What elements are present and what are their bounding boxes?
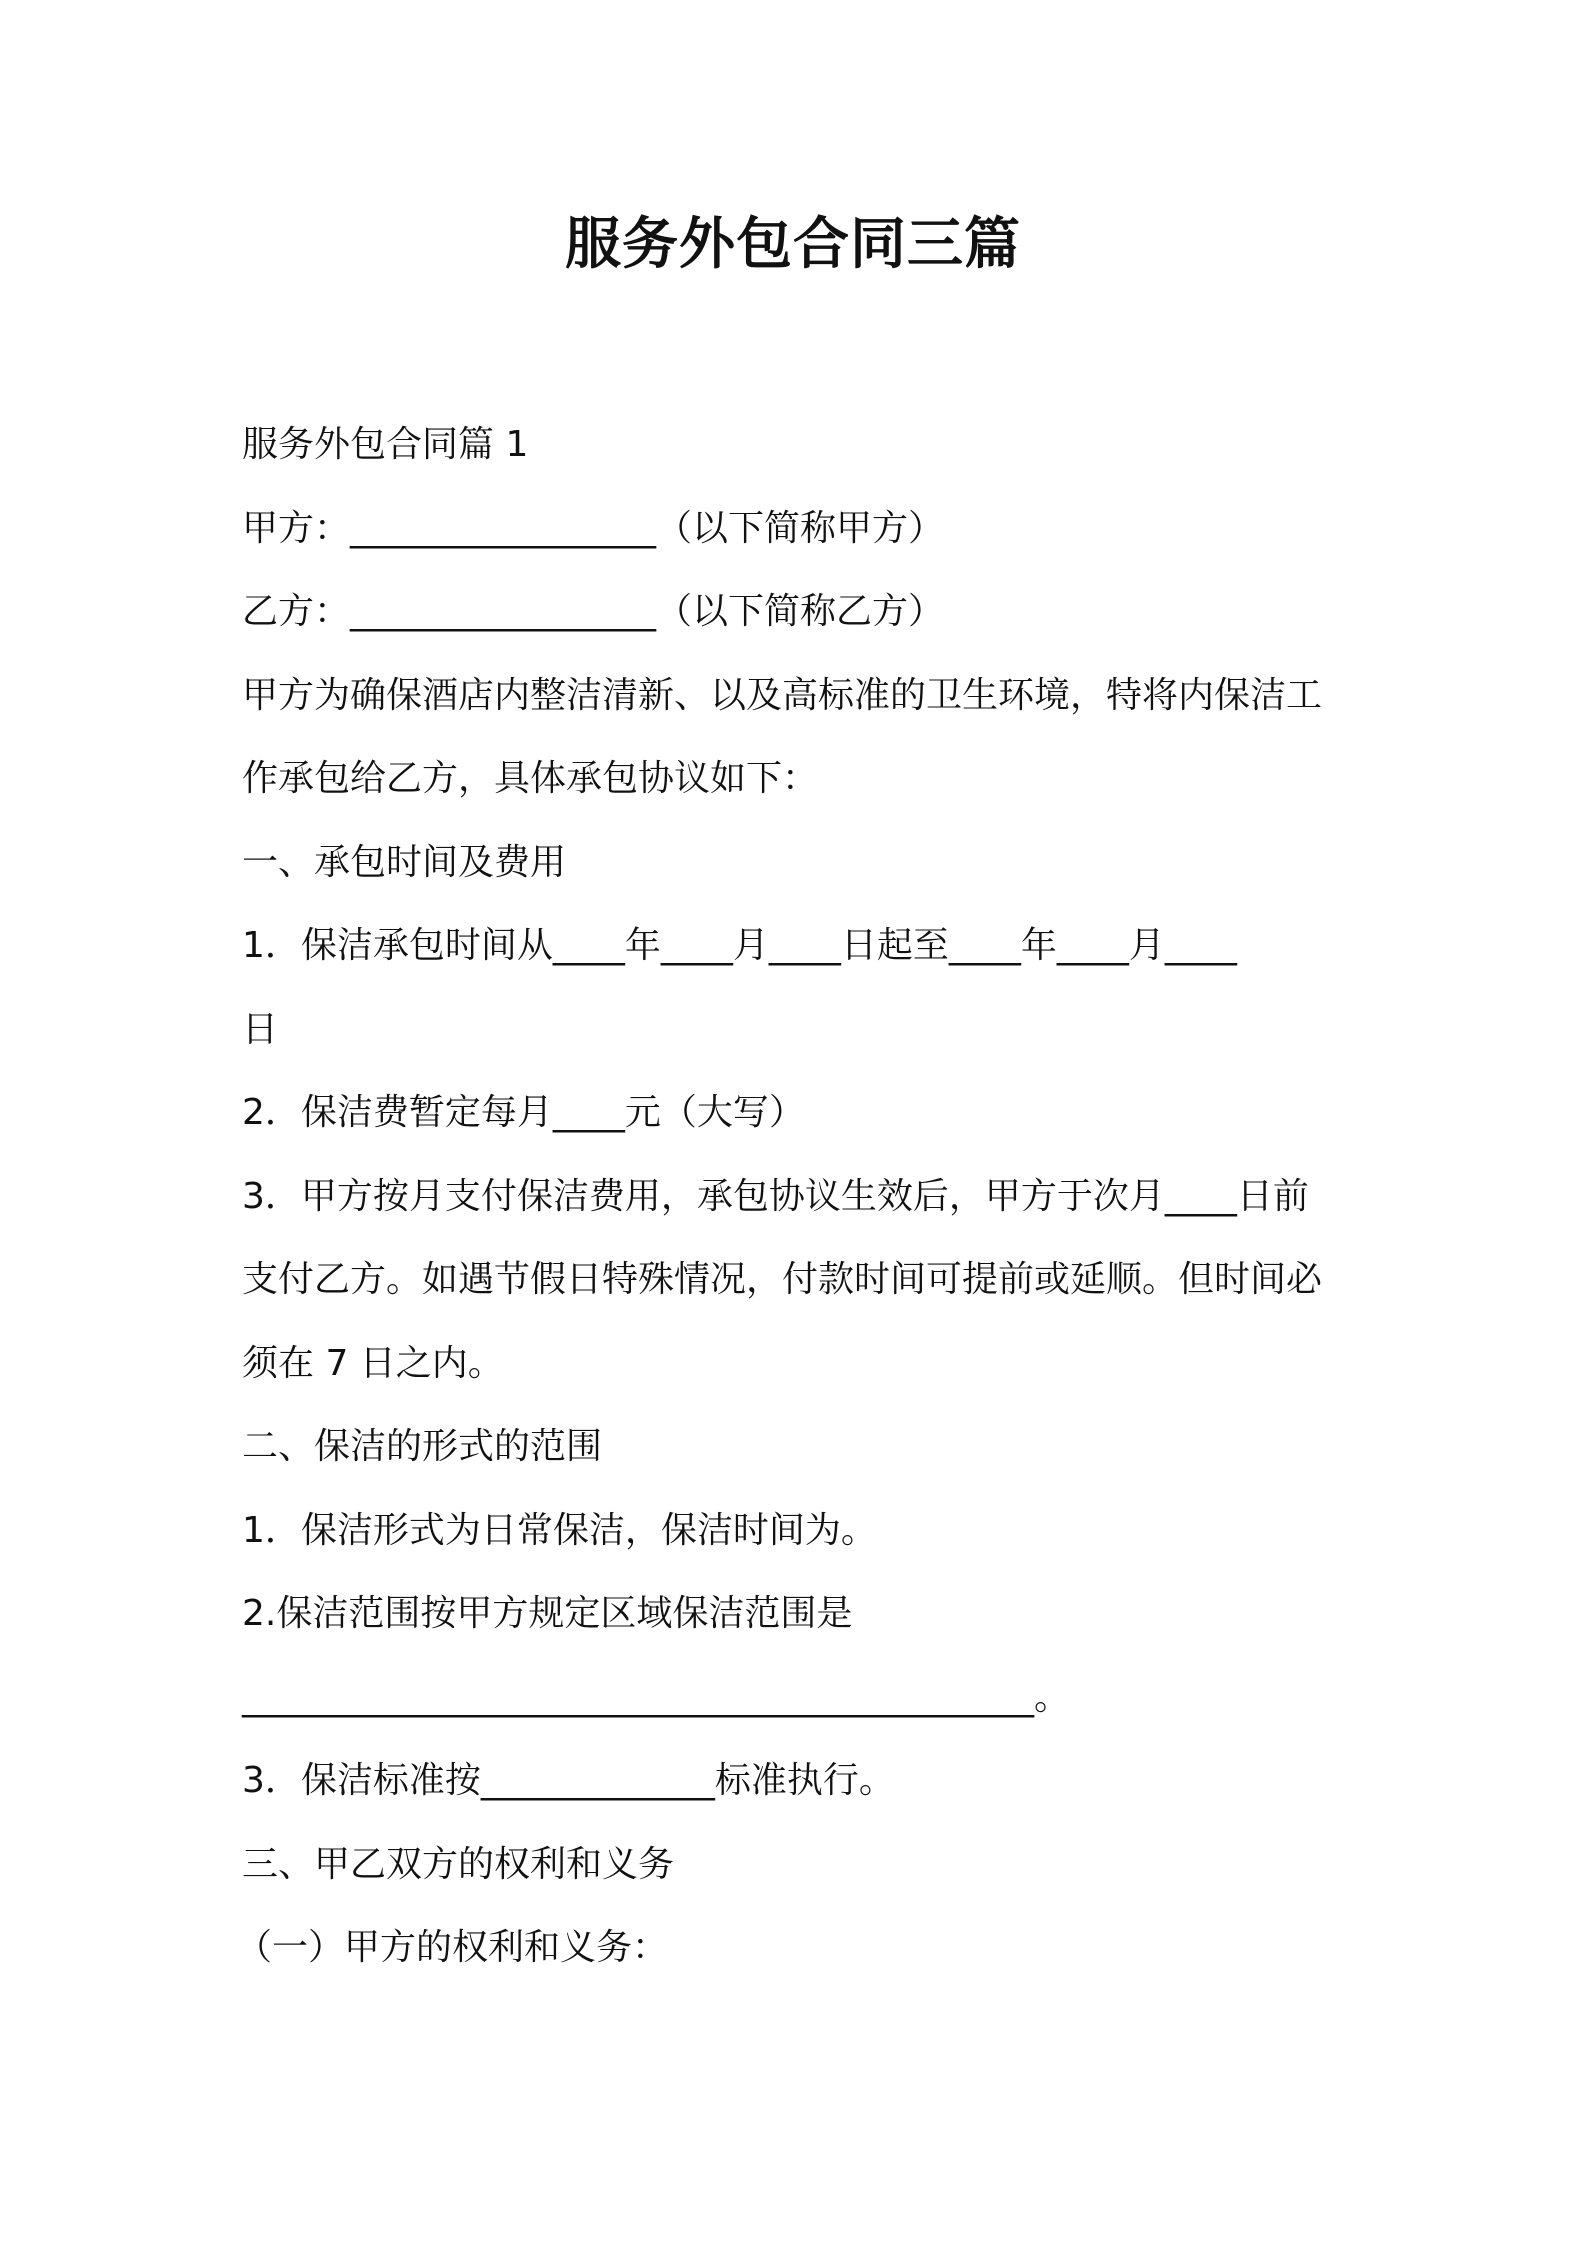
clause-2-1: 1．保洁形式为日常保洁，保洁时间为。 <box>242 1509 877 1551</box>
document-body <box>236 403 1362 1990</box>
clause-1-1-line-1: 1．保洁承包时间从____年____月____日起至____年____月____ <box>242 925 1237 966</box>
clause-1-3-line-1: 3．甲方按月支付保洁费用，承包协议生效后，甲方于次月____日前 <box>242 1175 1309 1217</box>
section-heading: 服务外包合同篇 1 <box>242 424 529 465</box>
subclause-heading-3-1: （一）甲方的权利和义务： <box>236 1927 669 1968</box>
clause-heading-1: 一、承包时间及费用 <box>242 841 567 883</box>
clause-2-2-line-1: 2.保洁范围按甲方规定区域保洁范围是 <box>242 1593 853 1634</box>
clause-2-2-line-2: ____________________________________________。 <box>242 1676 1070 1718</box>
clause-1-1-line-2: 日 <box>242 1008 279 1050</box>
clause-1-3-line-2: 支付乙方。如遇节假日特殊情况，付款时间可提前或延顺。但时间必 <box>242 1259 1323 1300</box>
clause-2-3: 3．保洁标准按_____________标准执行。 <box>242 1760 895 1801</box>
clause-1-2: 2．保洁费暂定每月____元（大写） <box>242 1092 805 1133</box>
party-b-line: 乙方：_________________（以下简称乙方） <box>242 591 945 632</box>
intro-line-2: 作承包给乙方，具体承包协议如下： <box>242 758 819 799</box>
party-a-line: 甲方：_________________（以下简称甲方） <box>242 507 945 549</box>
clause-heading-3: 三、甲乙双方的权利和义务 <box>242 1843 675 1885</box>
intro-line-1: 甲方为确保酒店内整洁清新、以及高标准的卫生环境，特将内保洁工 <box>242 674 1323 716</box>
document-title: 服务外包合同三篇 <box>565 212 1021 277</box>
clause-heading-2: 二、保洁的形式的范围 <box>242 1426 603 1467</box>
clause-1-3-line-3: 须在 7 日之内。 <box>242 1342 504 1384</box>
